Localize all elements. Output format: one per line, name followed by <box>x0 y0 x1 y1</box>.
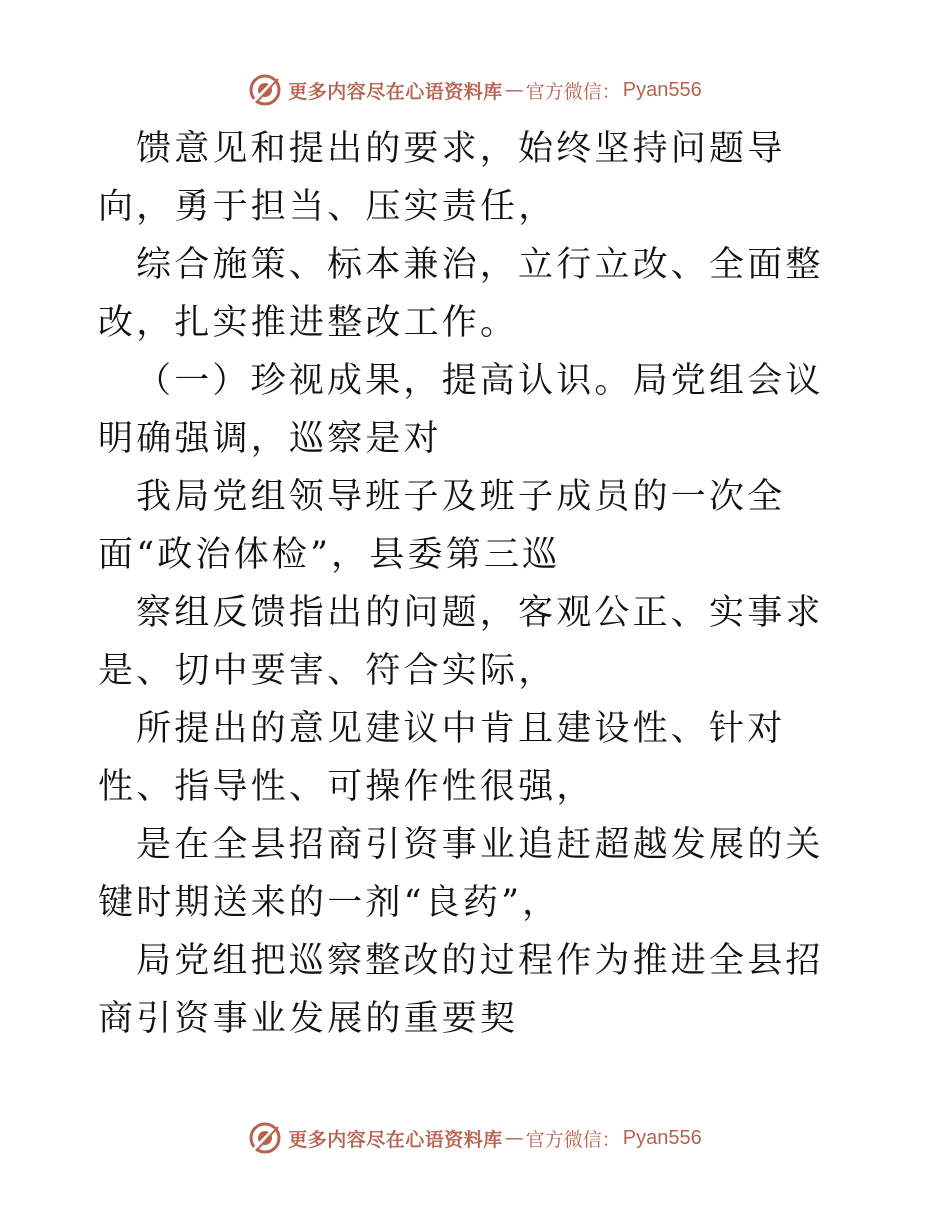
wechat-id: Pyan556 <box>622 78 702 101</box>
brand-logo-icon <box>248 73 282 107</box>
site-name: 更多内容尽在心语资料库 <box>288 80 503 103</box>
paragraph: 所提出的意见建议中肯且建设性、针对性、指导性、可操作性很强， <box>98 709 786 807</box>
paragraph: 局党组把巡察整改的过程作为推进全县招商引资事业发展的重要契 <box>98 941 824 1039</box>
paragraph: 综合施策、标本兼治，立行立改、全面整改，扎实推进整改工作。 <box>98 245 824 343</box>
paragraph: 是在全县招商引资事业追赶超越发展的关键时期送来的一剂“良药”， <box>98 825 824 923</box>
document-body <box>98 120 858 1048</box>
banner-separator: — <box>504 79 524 101</box>
wechat-label: 官方微信： <box>525 1128 621 1151</box>
wechat-id: Pyan556 <box>622 1126 702 1149</box>
paragraph: 察组反馈指出的问题，客观公正、实事求是、切中要害、符合实际， <box>98 593 824 691</box>
wechat-label: 官方微信： <box>525 80 621 103</box>
banner-separator: — <box>504 1127 524 1149</box>
brand-logo-icon <box>248 1121 282 1155</box>
paragraph: 馈意见和提出的要求，始终坚持问题导向，勇于担当、压实责任， <box>98 129 786 227</box>
paragraph: （一）珍视成果，提高认识。局党组会议明确强调，巡察是对 <box>98 361 824 459</box>
paragraph: 我局党组领导班子及班子成员的一次全面“政治体检”，县委第三巡 <box>98 477 786 575</box>
site-name: 更多内容尽在心语资料库 <box>288 1128 503 1151</box>
footer-watermark-banner <box>0 1120 950 1156</box>
header-watermark-banner <box>0 72 950 108</box>
